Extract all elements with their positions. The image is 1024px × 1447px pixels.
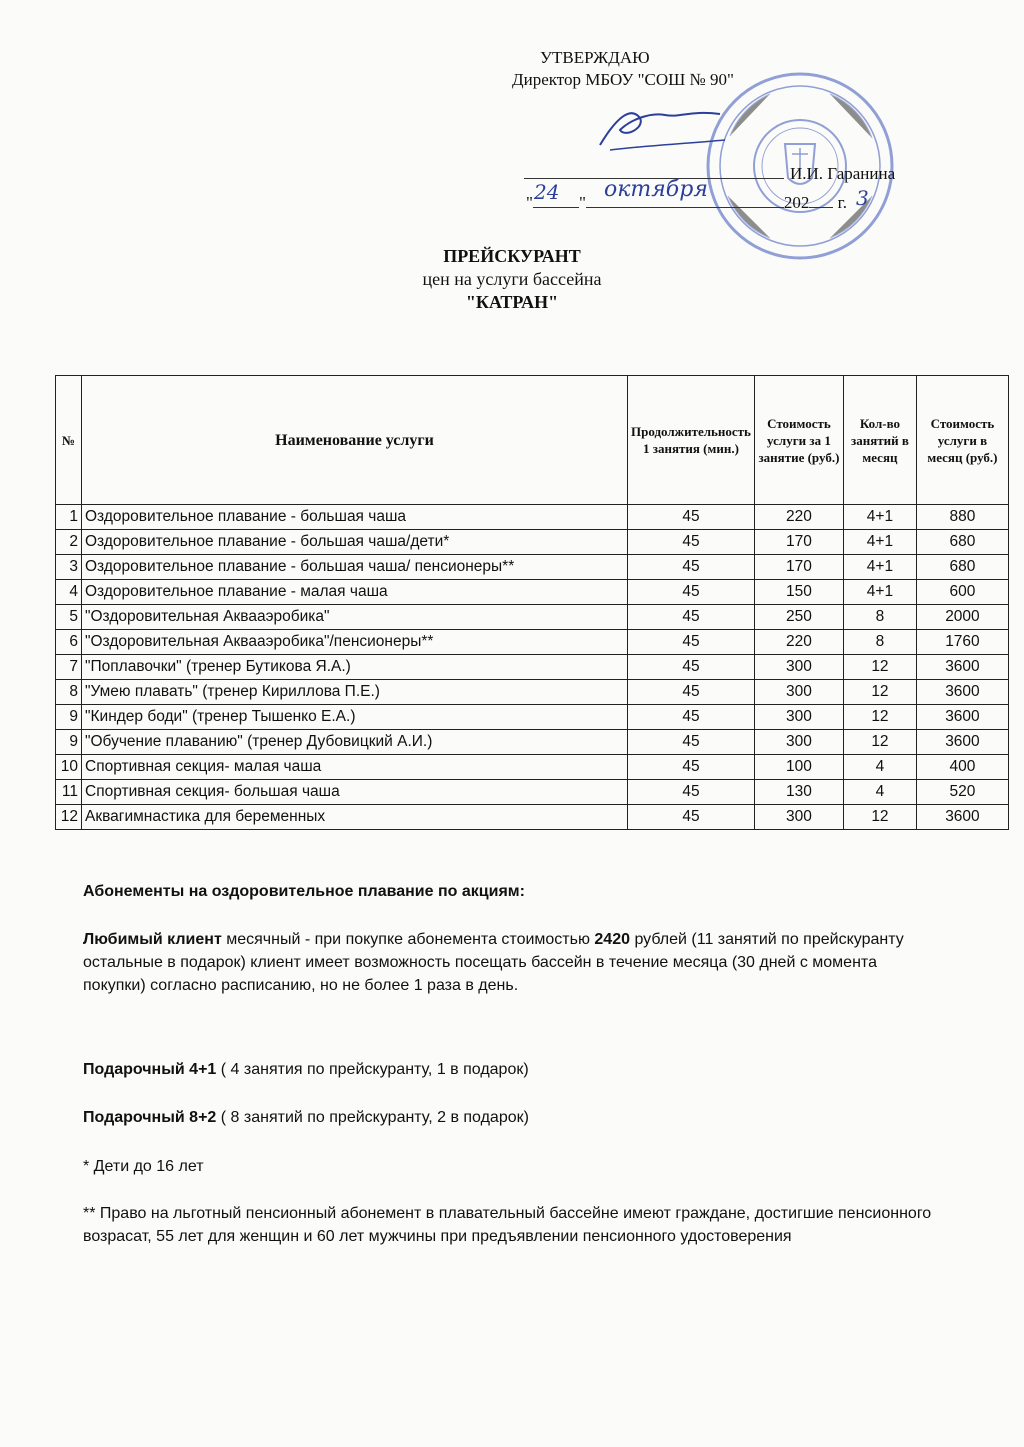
row-name: Оздоровительное плавание - большая чаша/дети* — [82, 530, 628, 555]
price-table — [55, 375, 1009, 830]
table-row — [56, 605, 1009, 630]
row-num: 9 — [56, 705, 82, 730]
table-row — [56, 505, 1009, 530]
row-duration: 45 — [628, 730, 755, 755]
row-duration: 45 — [628, 555, 755, 580]
row-count: 12 — [843, 705, 916, 730]
row-num: 2 — [56, 530, 82, 555]
date-close-quote: " — [578, 193, 586, 212]
header-duration: Продолжительность 1 занятия (мин.) — [628, 376, 755, 505]
row-duration: 45 — [628, 630, 755, 655]
row-name: "Поплавочки" (тренер Бутикова Я.А.) — [82, 655, 628, 680]
row-name: Спортивная секция- малая чаша — [82, 755, 628, 780]
row-duration: 45 — [628, 605, 755, 630]
row-price: 300 — [754, 730, 843, 755]
header-price-month: Стоимость услуги в месяц (руб.) — [916, 376, 1008, 505]
row-name: "Обучение плаванию" (тренер Дубовицкий А.И.) — [82, 730, 628, 755]
approve-label: УТВЕРЖДАЮ — [540, 48, 650, 67]
header-name: Наименование услуги — [82, 376, 628, 505]
row-name: Оздоровительное плавание - большая чаша/ пенсионеры** — [82, 555, 628, 580]
table-header-row — [56, 376, 1009, 505]
row-count: 8 — [843, 630, 916, 655]
row-month-price: 600 — [916, 580, 1008, 605]
row-count: 4 — [843, 780, 916, 805]
table-row — [56, 805, 1009, 830]
row-price: 300 — [754, 680, 843, 705]
table-row — [56, 655, 1009, 680]
date-month-handwritten: октября — [604, 177, 708, 202]
row-price: 300 — [754, 805, 843, 830]
row-count: 12 — [843, 730, 916, 755]
header-price-one: Стоимость услуги за 1 занятие (руб.) — [754, 376, 843, 505]
title-line-2: цен на услуги бассейна — [422, 269, 602, 289]
row-duration: 45 — [628, 780, 755, 805]
header-count: Кол-во занятий в месяц — [843, 376, 916, 505]
gift-4-1-note: Подарочный 4+1 ( 4 занятия по прейскуранту, 1 в подарок) — [83, 1061, 529, 1078]
row-month-price: 520 — [916, 780, 1008, 805]
director-line: Директор МБОУ "СОШ № 90" — [512, 70, 734, 89]
header-num: № — [56, 376, 82, 505]
row-num: 8 — [56, 680, 82, 705]
row-price: 300 — [754, 655, 843, 680]
row-num: 11 — [56, 780, 82, 805]
row-month-price: 3600 — [916, 705, 1008, 730]
row-duration: 45 — [628, 755, 755, 780]
row-count: 4+1 — [843, 505, 916, 530]
date-year-suffix: г. — [837, 193, 847, 212]
date-open-quote: " — [526, 193, 533, 212]
row-price: 220 — [754, 505, 843, 530]
table-row — [56, 755, 1009, 780]
signature-scribble — [590, 100, 730, 160]
row-name: "Оздоровительная Аквааэробика"/пенсионеры** — [82, 630, 628, 655]
row-num: 5 — [56, 605, 82, 630]
row-price: 170 — [754, 530, 843, 555]
title-line-3: "КАТРАН" — [465, 292, 559, 312]
table-row — [56, 705, 1009, 730]
row-num: 6 — [56, 630, 82, 655]
row-price: 250 — [754, 605, 843, 630]
row-month-price: 400 — [916, 755, 1008, 780]
row-price: 220 — [754, 630, 843, 655]
row-num: 3 — [56, 555, 82, 580]
row-price: 100 — [754, 755, 843, 780]
row-month-price: 3600 — [916, 655, 1008, 680]
date-year-prefix: 202 — [783, 193, 810, 212]
row-month-price: 680 — [916, 555, 1008, 580]
row-price: 300 — [754, 705, 843, 730]
row-month-price: 3600 — [916, 805, 1008, 830]
row-count: 12 — [843, 655, 916, 680]
row-month-price: 3600 — [916, 730, 1008, 755]
date-day-handwritten: 24 — [534, 180, 560, 204]
row-count: 4+1 — [843, 530, 916, 555]
row-num: 7 — [56, 655, 82, 680]
row-name: "Умею плавать" (тренер Кириллова П.Е.) — [82, 680, 628, 705]
title-line-1: ПРЕЙСКУРАНТ — [443, 246, 581, 266]
row-count: 4 — [843, 755, 916, 780]
row-price: 130 — [754, 780, 843, 805]
row-name: Спортивная секция- большая чаша — [82, 780, 628, 805]
row-duration: 45 — [628, 530, 755, 555]
pension-note: ** Право на льготный пенсионный абонемент в плавательный бассейне имеют граждане, достигшие пенсионного возрасат, 55 лет для женщин и 60 лет мужчины при предъявлении пенсионного удостоверения — [83, 1205, 932, 1245]
row-duration: 45 — [628, 505, 755, 530]
row-month-price: 680 — [916, 530, 1008, 555]
table-row — [56, 580, 1009, 605]
row-count: 12 — [843, 805, 916, 830]
row-count: 4+1 — [843, 580, 916, 605]
row-num: 4 — [56, 580, 82, 605]
row-name: Аквагимнастика для беременных — [82, 805, 628, 830]
row-name: "Киндер боди" (тренер Тышенко Е.А.) — [82, 705, 628, 730]
document-title — [0, 245, 1024, 314]
table-row — [56, 780, 1009, 805]
row-count: 4+1 — [843, 555, 916, 580]
signer-name: И.И. Гаранина — [790, 164, 896, 183]
row-duration: 45 — [628, 680, 755, 705]
row-month-price: 2000 — [916, 605, 1008, 630]
row-name: "Оздоровительная Аквааэробика" — [82, 605, 628, 630]
row-duration: 45 — [628, 655, 755, 680]
promo-heading: Абонементы на оздоровительное плавание по акциям: — [83, 883, 525, 900]
row-price: 150 — [754, 580, 843, 605]
row-month-price: 3600 — [916, 680, 1008, 705]
row-month-price: 1760 — [916, 630, 1008, 655]
row-duration: 45 — [628, 805, 755, 830]
loyal-client-note: Любимый клиент месячный - при покупке абонемента стоимостью 2420 рублей (11 занятий по прейскуранту остальные в подарок) клиент имеет возможность посещать бассейн в течение месяца (30 дней с момента покупки) согласно расписанию, но не более 1 раза в день. — [83, 931, 904, 994]
children-note: * Дети до 16 лет — [83, 1158, 204, 1175]
row-num: 12 — [56, 805, 82, 830]
row-num: 9 — [56, 730, 82, 755]
table-row — [56, 680, 1009, 705]
row-month-price: 880 — [916, 505, 1008, 530]
row-duration: 45 — [628, 580, 755, 605]
table-row — [56, 555, 1009, 580]
gift-8-2-note: Подарочный 8+2 ( 8 занятий по прейскуранту, 2 в подарок) — [83, 1109, 529, 1126]
table-row — [56, 730, 1009, 755]
table-row — [56, 530, 1009, 555]
table-row — [56, 630, 1009, 655]
date-year-digit-handwritten: 3 — [856, 186, 869, 210]
row-name: Оздоровительное плавание - малая чаша — [82, 580, 628, 605]
row-price: 170 — [754, 555, 843, 580]
row-duration: 45 — [628, 705, 755, 730]
row-num: 10 — [56, 755, 82, 780]
row-name: Оздоровительное плавание - большая чаша — [82, 505, 628, 530]
row-count: 8 — [843, 605, 916, 630]
row-num: 1 — [56, 505, 82, 530]
row-count: 12 — [843, 680, 916, 705]
